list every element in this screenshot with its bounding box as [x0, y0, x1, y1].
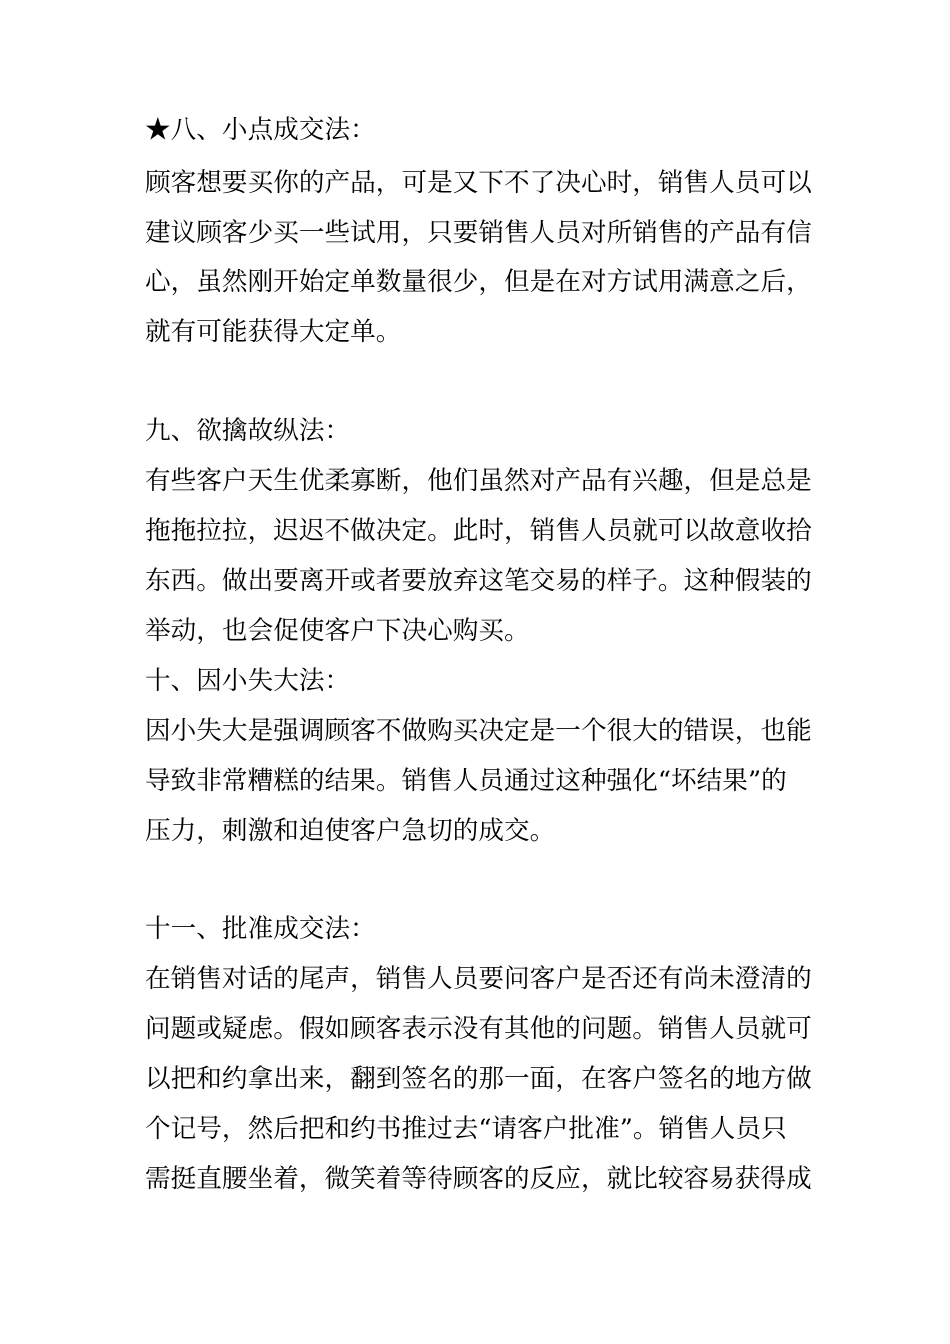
section-heading: ★八、小点成交法： [145, 115, 376, 145]
section-heading: 十、因小失大法： [145, 666, 351, 696]
paragraph-line: 拖拖拉拉，迟迟不做决定。此时，销售人员就可以故意收拾 [145, 516, 812, 546]
paragraph-line: 顾客想要买你的产品，可是又下不了决心时，销售人员可以 [145, 168, 812, 198]
paragraph-line: 就有可能获得大定单。 [145, 317, 402, 347]
paragraph-line: 建议顾客少买一些试用，只要销售人员对所销售的产品有信 [145, 218, 812, 248]
paragraph-line: 因小失大是强调顾客不做购买决定是一个很大的错误，也能 [145, 716, 812, 746]
paragraph-line: 以把和约拿出来，翻到签名的那一面，在客户签名的地方做 [145, 1064, 812, 1094]
paragraph-line: 心，虽然刚开始定单数量很少，但是在对方试用满意之后， [145, 267, 812, 297]
paragraph-line: 举动，也会促使客户下决心购买。 [145, 616, 530, 646]
paragraph-line: 压力，刺激和迫使客户急切的成交。 [145, 816, 556, 846]
paragraph-line: 个记号，然后把和约书推过去“请客户批准”。销售人员只 [145, 1114, 787, 1144]
paragraph-line: 东西。做出要离开或者要放弃这笔交易的样子。这种假装的 [145, 566, 812, 596]
paragraph-line: 导致非常糟糕的结果。销售人员通过这种强化“坏结果”的 [145, 766, 787, 796]
section-heading: 十一、批准成交法： [145, 914, 376, 944]
paragraph-line: 问题或疑虑。假如顾客表示没有其他的问题。销售人员就可 [145, 1014, 812, 1044]
paragraph-line: 在销售对话的尾声，销售人员要问客户是否还有尚未澄清的 [145, 964, 812, 994]
paragraph-line: 有些客户天生优柔寡断，他们虽然对产品有兴趣，但是总是 [145, 466, 812, 496]
section-heading: 九、欲擒故纵法： [145, 416, 351, 446]
paragraph-line: 需挺直腰坐着，微笑着等待顾客的反应，就比较容易获得成 [145, 1164, 812, 1194]
